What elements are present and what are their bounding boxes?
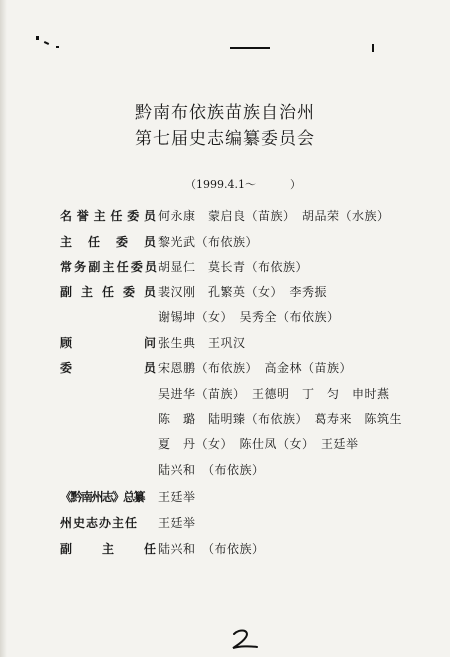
- document-title-line2: 第七届史志编纂委员会: [135, 129, 315, 149]
- committee-row: [0, 385, 450, 405]
- committee-row: [0, 334, 450, 354]
- member-list: 陆兴和 （布依族）: [158, 463, 265, 477]
- member-list: 张生典 王巩汉: [158, 336, 246, 350]
- term-period: [185, 176, 301, 192]
- member-list: 谢锡坤（女） 吴秀全（布依族）: [158, 310, 340, 324]
- member-list: 何永康 蒙启良（苗族） 胡品荣（水族）: [158, 209, 390, 223]
- committee-row: [0, 359, 450, 379]
- committee-row: [0, 461, 450, 481]
- role-label: 《黔南州志》总纂: [60, 490, 145, 504]
- member-list: 胡显仁 莫长青（布依族）: [158, 260, 309, 274]
- role-label: 名誉主任委员: [60, 209, 156, 223]
- member-list: 黎光武（布依族）: [158, 235, 259, 249]
- member-list: 夏 丹（女） 陈仕凤（女） 王廷举: [158, 437, 359, 451]
- term-period-start: （1999.4.1～: [185, 178, 256, 191]
- role-label: 顾问: [60, 336, 156, 350]
- committee-row: [0, 207, 450, 227]
- committee-row: [0, 410, 450, 430]
- member-list: 陆兴和 （布依族）: [158, 542, 265, 556]
- document-title-line1: 黔南布依族苗族自治州: [135, 103, 315, 123]
- member-list: 陈 璐 陆明臻（布依族） 葛寿来 陈筑生: [158, 412, 403, 426]
- member-list: 吴进华（苗族） 王德明 丁 匀 申时燕: [158, 387, 390, 401]
- scan-mark: [56, 46, 59, 48]
- member-list: 王廷举: [158, 490, 196, 504]
- committee-row: [0, 435, 450, 455]
- role-label: 常务副主任委员: [60, 260, 156, 274]
- committee-row: [0, 540, 450, 560]
- term-period-end: ）: [289, 178, 301, 191]
- committee-row: [0, 283, 450, 303]
- member-list: 王廷举: [158, 516, 196, 530]
- role-label: 委员: [60, 361, 156, 375]
- role-label: 副主任委员: [60, 285, 156, 299]
- committee-row: [0, 514, 450, 534]
- scan-mark: [230, 47, 270, 49]
- scan-mark: [36, 36, 39, 40]
- scan-mark: [372, 44, 374, 52]
- scan-mark: [44, 41, 49, 45]
- committee-row: [0, 233, 450, 253]
- role-label: 州史志办主任: [60, 516, 139, 530]
- member-list: 宋恩鹏（布依族） 高金林（苗族）: [158, 361, 353, 375]
- role-label: 主任委员: [60, 235, 156, 249]
- committee-row: [0, 488, 450, 508]
- member-list: 裴汉刚 孔繁英（女） 李秀振: [158, 285, 328, 299]
- handwritten-page-number: [230, 628, 260, 650]
- committee-row: [0, 258, 450, 278]
- committee-row: [0, 308, 450, 328]
- role-label: 副主任: [60, 542, 156, 556]
